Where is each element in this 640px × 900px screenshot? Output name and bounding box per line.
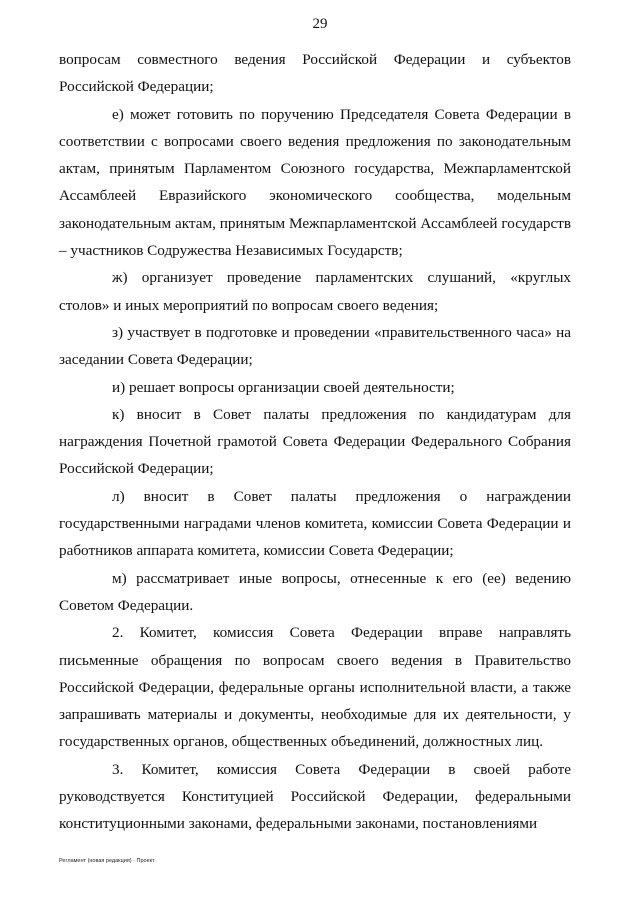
paragraph-item-m: м) рассматривает иные вопросы, отнесенные к его (ее) ведению Советом Федерации. — [59, 569, 571, 614]
paragraph-item-k: к) вносит в Совет палаты предложения по кандидатурам для награждения Почетной грамотой Совета Федерации Федерального Собрания Российской Федерации; — [59, 405, 571, 478]
paragraph-item-l: л) вносит в Совет палаты предложения о награждении государственными наградами членов комитета, комиссии Совета Федерации и работников аппарата комитета, комиссии Совета Федерации; — [59, 487, 571, 560]
paragraph-item-zh: ж) организует проведение парламентских слушаний, «круглых столов» и иных мероприятий по вопросам своего ведения; — [59, 269, 571, 314]
paragraph-section-2: 2. Комитет, комиссия Совета Федерации вправе направлять письменные обращения по вопросам своего ведения в Правительство Российской Федерации, федеральные органы исполнительной власти, а также запрашивать материалы и документы, необходимые для их деятельности, у государственных органов, общественных объединений, должностных лиц. — [59, 624, 571, 751]
paragraph-item-e: е) может готовить по поручению Председателя Совета Федерации в соответствии с вопросами своего ведения предложения по законодательным актам, принятым Парламентом Союзного государства, Межпарламентской Ассамблеей Евразийского экономического сообщества, модельным законодательным актам, принятым Межпарламентской Ассамблеей государств – участников Содружества Независимых Государств; — [59, 105, 571, 260]
paragraph-item-i: и) решает вопросы организации своей деятельности; — [112, 378, 455, 396]
paragraph-item-z: з) участвует в подготовке и проведении «правительственного часа» на заседании Совета Федерации; — [59, 323, 571, 369]
document-body — [59, 46, 571, 838]
page-number: 29 — [312, 16, 328, 32]
paragraph-0: вопросам совместного ведения Российской Федерации и субъектов Российской Федерации; — [59, 51, 571, 96]
footer-code: Регламент (новая редакция) · Проект — [59, 858, 155, 864]
paragraph-section-3: 3. Комитет, комиссия Совета Федерации в своей работе руководствуется Конституцией Российской Федерации, федеральными конституционными законами, федеральными законами, постановлениями — [59, 760, 571, 833]
